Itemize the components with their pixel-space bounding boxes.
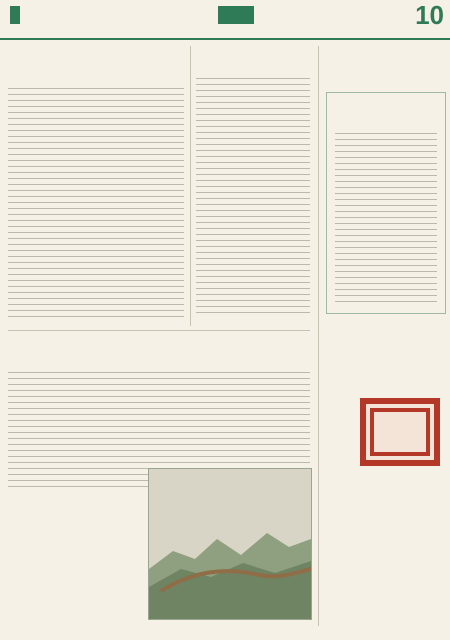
main-article-headline bbox=[8, 48, 184, 68]
lower-article-headline bbox=[8, 338, 310, 354]
section-divider bbox=[8, 330, 310, 331]
masthead bbox=[0, 0, 450, 40]
poem-sidebar-text bbox=[335, 133, 437, 303]
page-number: 10 bbox=[415, 0, 444, 30]
poem-sidebar bbox=[326, 92, 446, 314]
right-strip-subtitle bbox=[356, 502, 374, 602]
paper-name bbox=[218, 6, 254, 24]
main-article-byline bbox=[8, 72, 184, 82]
center-article-headline bbox=[196, 48, 310, 62]
column-rule bbox=[190, 46, 191, 326]
right-strip-title bbox=[332, 502, 354, 602]
section-label bbox=[260, 6, 320, 24]
poem-sidebar-byline bbox=[335, 117, 437, 127]
column-rule bbox=[318, 46, 319, 626]
main-article bbox=[8, 48, 184, 322]
poem-sidebar-title bbox=[335, 101, 437, 115]
landscape-photo bbox=[148, 468, 312, 620]
center-article bbox=[196, 48, 310, 322]
center-article-text bbox=[196, 78, 310, 318]
photo-caption bbox=[148, 620, 310, 632]
center-article-byline bbox=[196, 64, 310, 74]
seal-image bbox=[360, 398, 440, 466]
main-article-text bbox=[8, 88, 184, 318]
lower-article-byline bbox=[8, 356, 310, 366]
